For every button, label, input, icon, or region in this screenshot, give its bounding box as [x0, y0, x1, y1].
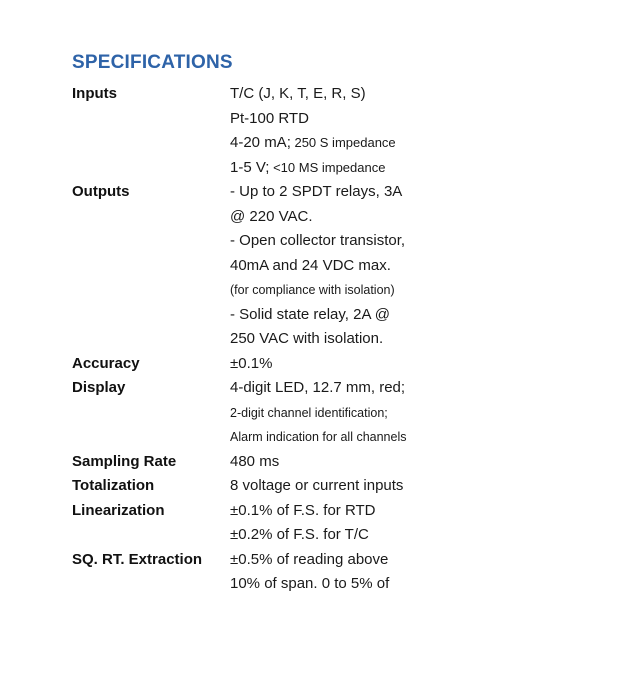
spec-value-line: 250 VAC with isolation.	[230, 330, 384, 347]
spec-value-line: Pt-100 RTD	[230, 109, 309, 127]
spec-value-note: <10 MS impedance	[269, 159, 386, 175]
spec-values	[230, 180, 592, 352]
spec-row	[72, 352, 592, 377]
spec-row	[72, 450, 592, 475]
spec-values	[230, 376, 592, 450]
spec-value-line: 4-digit LED, 12.7 mm, red;	[230, 379, 406, 396]
spec-value-main: 4-20 mA;	[230, 134, 291, 151]
spec-row	[72, 180, 592, 352]
spec-value-line: @ 220 VAC.	[230, 207, 313, 225]
spec-value-line: ±0.1% of F.S. for RTD	[230, 501, 376, 519]
spec-label: Accuracy	[72, 354, 140, 372]
spec-value-line: (for compliance with isolation)	[230, 283, 395, 297]
spec-value-line: ±0.2% of F.S. for T/C	[230, 526, 369, 543]
spec-row	[72, 499, 592, 548]
spec-row	[72, 548, 592, 597]
spec-label: Sampling Rate	[72, 452, 177, 470]
spec-value-line: Alarm indication for all channels	[230, 430, 407, 444]
spec-value-line: T/C (J, K, T, E, R, S)	[230, 85, 366, 102]
spec-value-line: ±0.5% of reading above	[230, 550, 389, 568]
specifications-section	[72, 50, 592, 597]
spec-value-line	[230, 156, 592, 181]
spec-row	[72, 474, 592, 499]
spec-value-line: - Open collector transistor,	[230, 232, 406, 249]
spec-label: SQ. RT. Extraction	[72, 550, 203, 568]
spec-values	[230, 474, 592, 499]
spec-value-note: 250 S impedance	[290, 135, 396, 150]
spec-value-line: 40mA and 24 VDC max.	[230, 256, 391, 274]
spec-label: Totalization	[72, 477, 155, 494]
spec-values	[230, 82, 592, 180]
spec-label: Outputs	[72, 183, 130, 200]
spec-value-line: 10% of span. 0 to 5% of	[230, 575, 390, 592]
spec-value-line: 2-digit channel identification;	[230, 405, 388, 420]
spec-row	[72, 82, 592, 180]
spec-label: Inputs	[72, 85, 117, 102]
spec-list	[72, 82, 592, 597]
spec-value-line: 480 ms	[230, 452, 280, 470]
spec-value-main: 1-5 V;	[230, 158, 270, 176]
spec-value-line: - Solid state relay, 2A @	[230, 305, 391, 323]
spec-row	[72, 376, 592, 450]
spec-values	[230, 450, 592, 475]
spec-value-line: ±0.1%	[230, 354, 273, 372]
spec-value-line	[230, 131, 592, 156]
spec-values	[230, 499, 592, 548]
spec-value-line: - Up to 2 SPDT relays, 3A	[230, 183, 403, 200]
spec-label: Display	[72, 379, 126, 396]
spec-label: Linearization	[72, 501, 165, 519]
spec-values	[230, 352, 592, 377]
spec-value-line: 8 voltage or current inputs	[230, 477, 404, 494]
section-title: SPECIFICATIONS	[72, 52, 233, 73]
spec-values	[230, 548, 592, 597]
